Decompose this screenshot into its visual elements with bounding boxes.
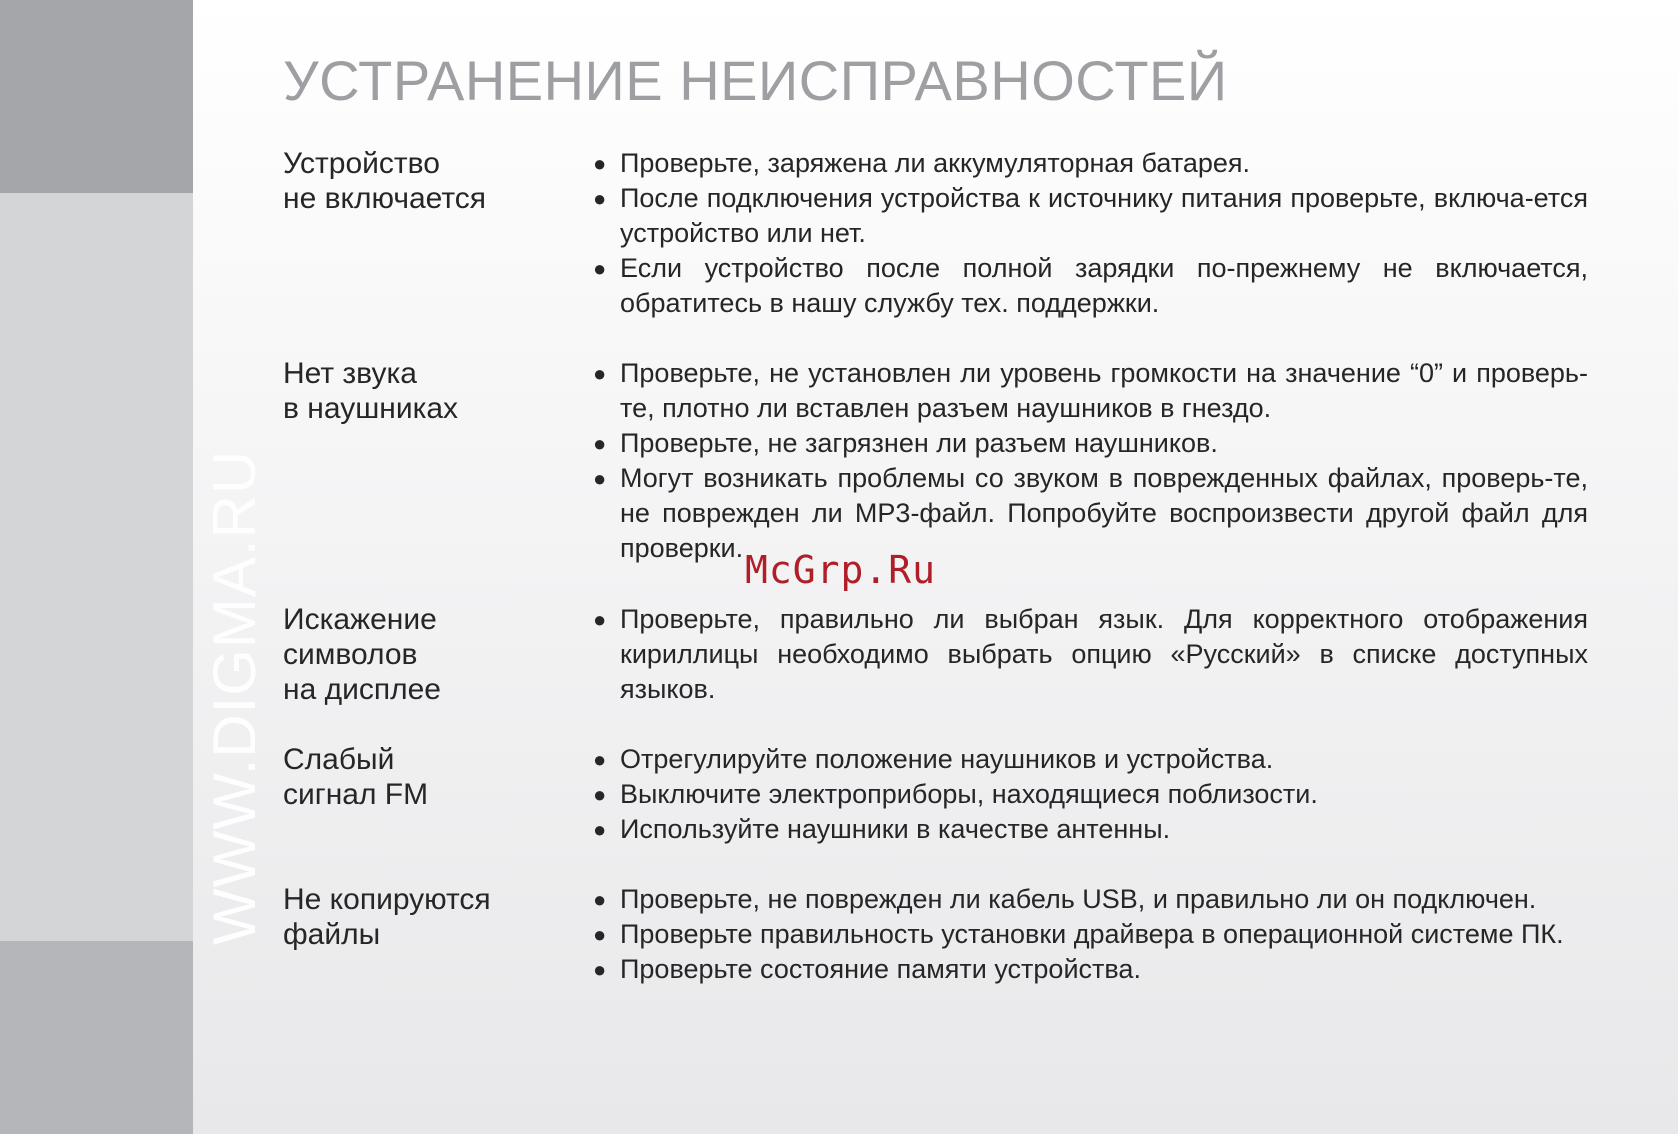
bullet-icon: ●: [593, 887, 607, 912]
solution-item: [593, 812, 1588, 847]
bullet-icon: ●: [593, 431, 607, 456]
problem-title-line: сигнал FM: [283, 778, 429, 811]
problem-title: [283, 882, 583, 952]
bullet-icon: ●: [593, 361, 607, 386]
sidebar-middle-band: [0, 193, 193, 941]
problem-title: [283, 602, 583, 707]
solution-list: [593, 602, 1588, 707]
solution-item: [593, 181, 1588, 251]
solution-text: Проверьте, заряжена ли аккумуляторная батарея.: [620, 148, 1251, 178]
problem-title-line: на дисплее: [283, 673, 441, 706]
sidebar-bottom-band: [0, 941, 193, 1134]
bullet-icon: ●: [593, 747, 607, 772]
solution-item: [593, 602, 1588, 707]
problem-title-line: символов: [283, 638, 418, 671]
sidebar-top-band: [0, 0, 193, 193]
solution-item: [593, 251, 1588, 321]
solution-item: [593, 882, 1588, 917]
solution-text: Проверьте, не загрязнен ли разъем наушников.: [620, 428, 1218, 458]
bullet-icon: ●: [593, 957, 607, 982]
solution-text: Отрегулируйте положение наушников и устройства.: [620, 744, 1274, 774]
bullet-icon: ●: [593, 256, 607, 281]
problem-title-line: Искажение: [283, 603, 437, 636]
bullet-icon: ●: [593, 151, 607, 176]
solution-text: После подключения устройства к источнику питания проверьте, включа-ется устройство или нет.: [620, 183, 1588, 248]
problem-title: [283, 356, 583, 426]
solution-text: Проверьте состояние памяти устройства.: [620, 954, 1141, 984]
problem-title-line: Нет звука: [283, 357, 417, 390]
bullet-icon: ●: [593, 607, 607, 632]
bullet-icon: ●: [593, 466, 607, 491]
website-url: WWW.DIGMA.RU: [201, 449, 268, 945]
solution-text: Проверьте, правильно ли выбран язык. Для корректного отображения кириллицы необходимо выбрать опцию «Русский» в списке доступных языков.: [620, 604, 1588, 704]
problem-title: [283, 146, 583, 216]
problem-title-line: в наушниках: [283, 392, 459, 425]
solution-text: Если устройство после полной зарядки по-прежнему не включается, обратитесь в нашу службу тех. поддержки.: [620, 253, 1588, 318]
bullet-icon: ●: [593, 782, 607, 807]
left-sidebar: [0, 0, 193, 1134]
problem-title: [283, 742, 583, 812]
problem-title-line: Не копируются: [283, 883, 491, 916]
solution-item: [593, 952, 1588, 987]
solution-item: [593, 146, 1588, 181]
solution-text: Проверьте, не поврежден ли кабель USB, и правильно ли он подключен.: [620, 884, 1537, 914]
solution-text: Проверьте правильность установки драйвера в операционной системе ПК.: [620, 919, 1564, 949]
solution-text: Используйте наушники в качестве антенны.: [620, 814, 1171, 844]
problem-title-line: Слабый: [283, 743, 395, 776]
solution-item: [593, 742, 1588, 777]
solution-text: Выключите электроприборы, находящиеся поблизости.: [620, 779, 1318, 809]
solution-item: [593, 777, 1588, 812]
solution-text: Проверьте, не установлен ли уровень громкости на значение “0” и проверь-те, плотно ли вставлен разъем наушников в гнездо.: [620, 358, 1588, 423]
bullet-icon: ●: [593, 817, 607, 842]
problem-title-line: не включается: [283, 182, 486, 215]
page-title: УСТРАНЕНИЕ НЕИСПРАВНОСТЕЙ: [283, 49, 1228, 112]
problem-title-line: Устройство: [283, 147, 440, 180]
solution-item: [593, 917, 1588, 952]
solution-item: [593, 426, 1588, 461]
watermark-text: McGrp.Ru: [745, 548, 937, 592]
problem-title-line: файлы: [283, 918, 381, 951]
solution-list: [593, 882, 1588, 987]
bullet-icon: ●: [593, 186, 607, 211]
solution-list: [593, 742, 1588, 847]
solution-list: [593, 146, 1588, 321]
solution-list: [593, 356, 1588, 566]
solution-text: Могут возникать проблемы со звуком в поврежденных файлах, проверь-те, не поврежден ли MP3-файл. Попробуйте воспроизвести другой файл для проверки.: [620, 463, 1588, 563]
solution-item: [593, 461, 1588, 566]
solution-item: [593, 356, 1588, 426]
bullet-icon: ●: [593, 922, 607, 947]
